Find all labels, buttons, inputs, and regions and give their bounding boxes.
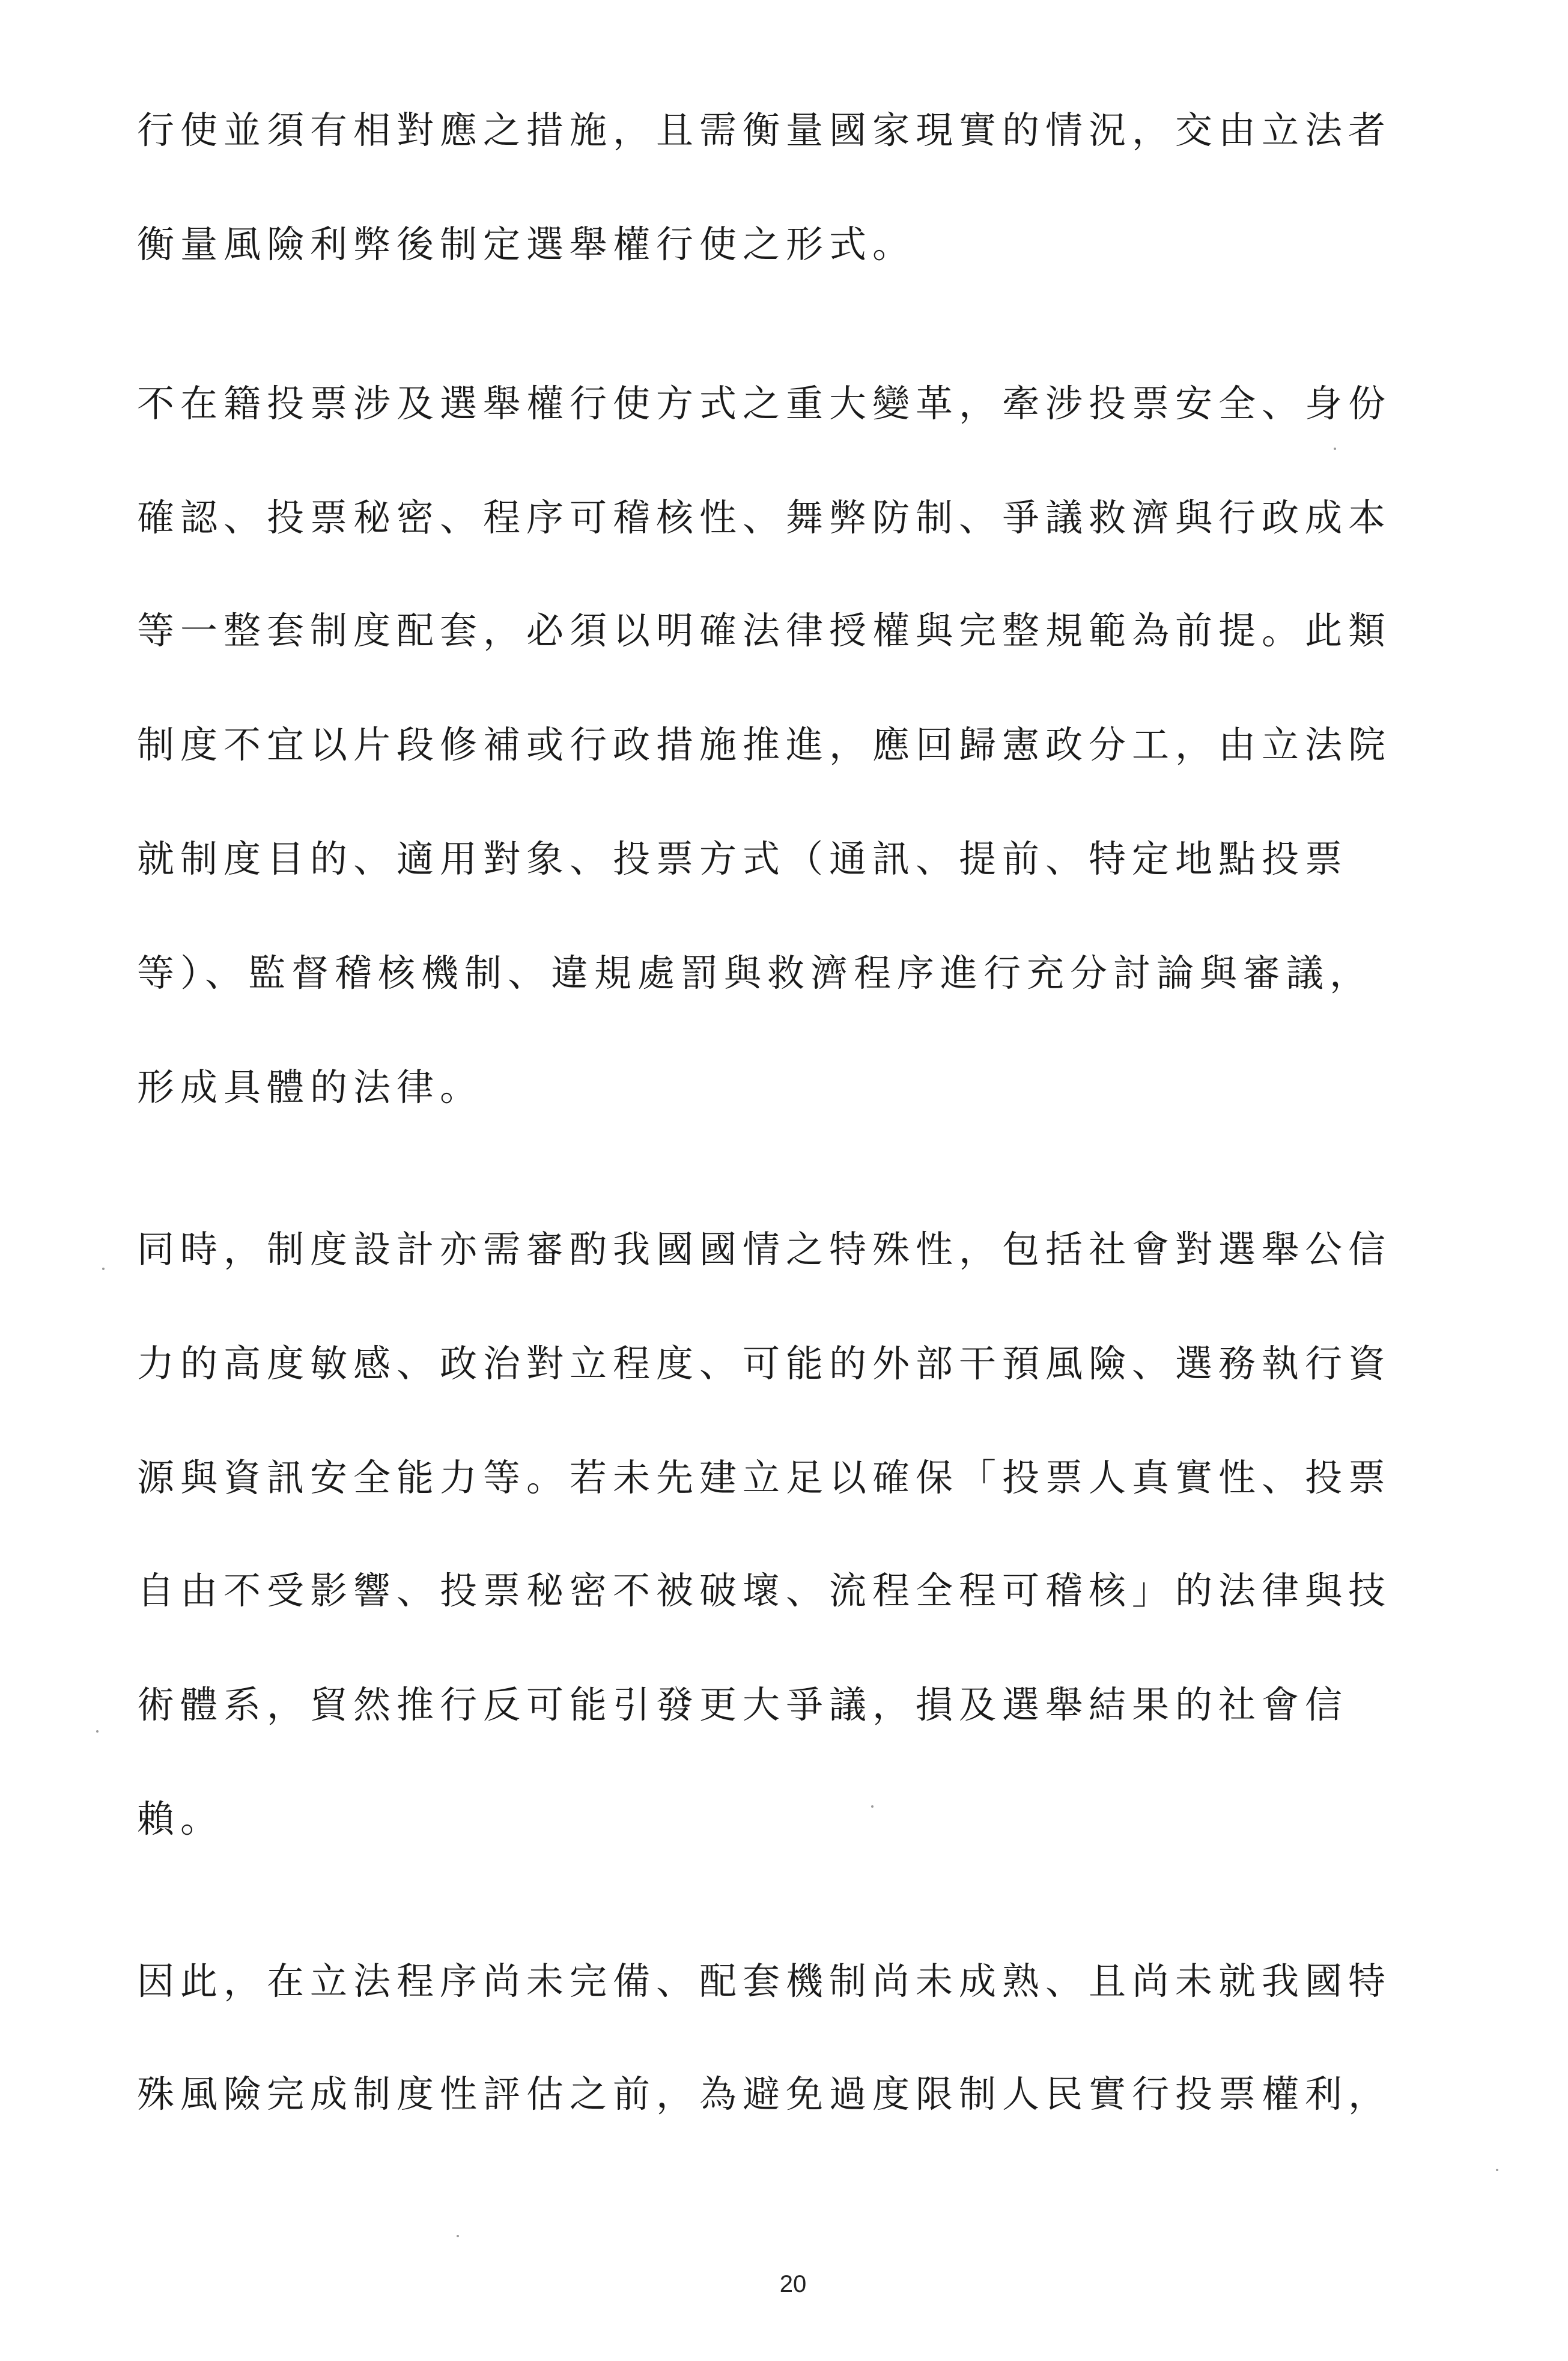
scan-speck (102, 1268, 105, 1270)
text-line: 殊風險完成制度性評估之前，為避免過度限制人民實行投票權利， (137, 2072, 1392, 2116)
text-line: 形成具體的法律。 (137, 1065, 484, 1109)
scan-speck (457, 2235, 459, 2237)
scan-speck (1496, 2169, 1498, 2171)
text-line: 因此，在立法程序尚未完備、配套機制尚未成熟、且尚未就我國特 (137, 1959, 1392, 2003)
text-line: 等）、監督稽核機制、違規處罰與救濟程序進行充分討論與審議， (137, 951, 1373, 995)
text-line: 力的高度敏感、政治對立程度、可能的外部干預風險、選務執行資 (137, 1342, 1392, 1385)
scan-speck (96, 1730, 99, 1733)
text-line: 術體系，貿然推行反可能引發更大爭議，損及選舉結果的社會信 (137, 1683, 1349, 1727)
text-line: 同時，制度設計亦需審酌我國國情之特殊性，包括社會對選舉公信 (137, 1227, 1392, 1271)
text-line: 自由不受影響、投票秘密不被破壞、流程全程可稽核」的法律與技 (137, 1569, 1392, 1612)
text-line: 等一整套制度配套，必須以明確法律授權與完整規範為前提。此類 (137, 609, 1392, 652)
text-line: 就制度目的、適用對象、投票方式（通訊、提前、特定地點投票 (137, 837, 1349, 881)
text-line: 確認、投票秘密、程序可稽核性、舞弊防制、爭議救濟與行政成本 (137, 496, 1392, 539)
text-line: 賴。 (137, 1797, 224, 1841)
text-line: 源與資訊安全能力等。若未先建立足以確保「投票人真實性、投票 (137, 1456, 1392, 1500)
scan-speck (871, 1805, 874, 1808)
text-line: 不在籍投票涉及選舉權行使方式之重大變革，牽涉投票安全、身份 (137, 381, 1392, 425)
page-number: 20 (779, 2271, 807, 2297)
text-line: 制度不宜以片段修補或行政措施推進，應回歸憲政分工，由立法院 (137, 723, 1392, 767)
text-line: 衡量風險利弊後制定選舉權行使之形式。 (137, 222, 916, 266)
scan-speck (1334, 448, 1336, 450)
text-line: 行使並須有相對應之措施，且需衡量國家現實的情況，交由立法者 (137, 108, 1392, 152)
